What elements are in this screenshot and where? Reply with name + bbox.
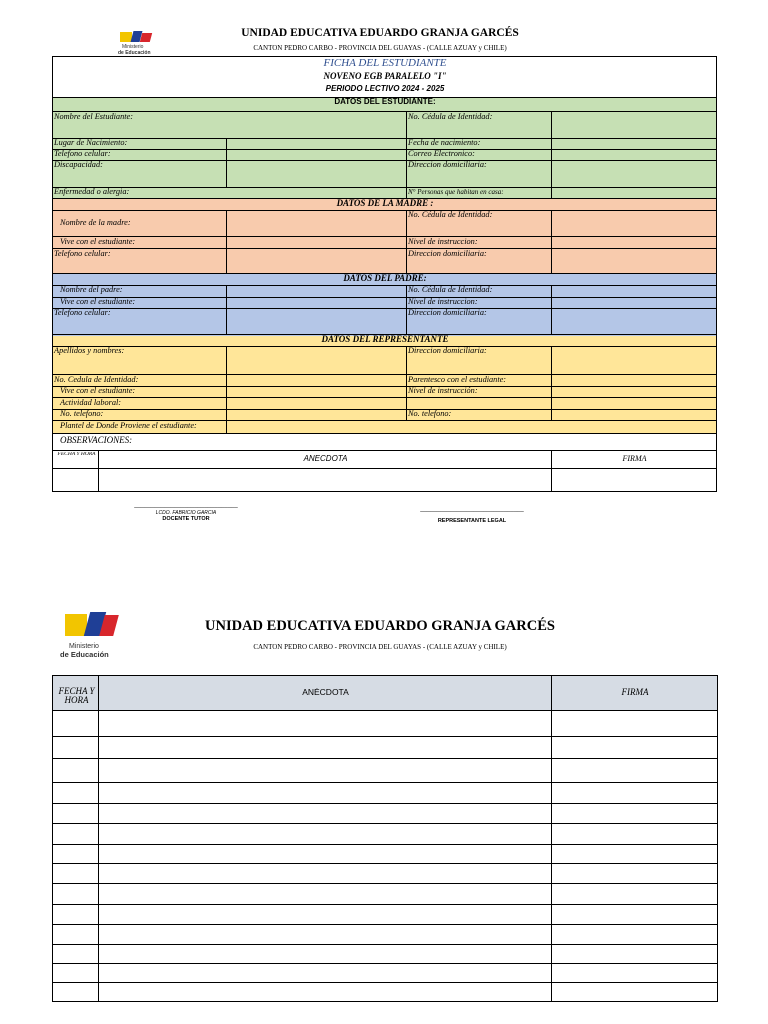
rep-school-label: Plantel de Donde Proviene el estudiante:	[60, 422, 197, 430]
father-phone-label: Telefono celular:	[54, 309, 111, 317]
mother-education-label: Nivel de instruccion:	[408, 238, 478, 246]
ministry-logo	[118, 30, 158, 58]
mother-phone-label: Telefono celular:	[54, 250, 111, 258]
father-lives-label: Vive con el estudiante:	[60, 298, 136, 306]
student-address-label: Direccion domiciliaria:	[408, 161, 487, 169]
p2-col-date-header: FECHA Y HORA	[58, 687, 95, 705]
school-address-2: CANTON PEDRO CARBO - PROVINCIA DEL GUAYAS - (CALLE AZUAY y CHILE)	[253, 643, 507, 651]
mother-id-label: No. Cédula de Identidad:	[408, 211, 493, 219]
father-header: DATOS DEL PADRE:	[343, 274, 427, 283]
ministry-line2: de Educación	[118, 50, 151, 56]
mother-address-label: Direccion domiciliaria:	[408, 250, 487, 258]
rep-education-label: Nivel de instrucción:	[408, 387, 478, 395]
form-period: PERIODO LECTIVO 2024 - 2025	[325, 85, 445, 93]
mother-header: DATOS DE LA MADRE :	[336, 199, 434, 208]
tutor-signature-line: _______________________________	[134, 502, 238, 508]
ministry2-line2: de Educación	[60, 650, 109, 659]
tutor-role: DOCENTE TUTOR	[162, 516, 210, 522]
rep-lives-label: Vive con el estudiante:	[60, 387, 136, 395]
rep-header: DATOS DEL REPRESENTANTE	[321, 335, 449, 344]
student-name-label: Nombre del Estudiante:	[54, 113, 133, 121]
col-date-header: FECHA Y HORA	[57, 452, 96, 457]
col-signature-header: FIRMA	[622, 455, 647, 463]
form-subtitle: NOVENO EGB PARALELO "I"	[323, 72, 447, 81]
rep-section-bg	[53, 336, 716, 433]
student-header: DATOS DEL ESTUDIANTE:	[334, 98, 436, 106]
school-name-2: UNIDAD EDUCATIVA EDUARDO GRANJA GARCÉS	[205, 618, 555, 634]
p2-col-signature-header: FIRMA	[621, 688, 649, 697]
father-address-label: Direccion domiciliaria:	[408, 309, 487, 317]
student-id-label: No. Cédula de Identidad:	[408, 113, 493, 121]
student-illness-label: Enfermedad o alergia:	[54, 188, 130, 196]
col-anecdote-header: ANÉCDOTA	[303, 455, 348, 463]
rep-phone2-label: No. telefono:	[408, 410, 452, 418]
student-birthplace-label: Lugar de Nacimiento:	[54, 139, 128, 147]
rep-work-label: Actividad laboral:	[60, 399, 122, 407]
father-education-label: Nivel de instruccion:	[408, 298, 478, 306]
father-id-label: No. Cédula de Identidad:	[408, 286, 493, 294]
student-form	[52, 56, 717, 492]
mother-lives-label: Vive con el estudiante:	[60, 238, 136, 246]
school-address: CANTON PEDRO CARBO - PROVINCIA DEL GUAYAS - (CALLE AZUAY y CHILE)	[253, 44, 507, 52]
p2-col-anecdote-header: ANÉCDOTA	[302, 688, 349, 697]
ministry-logo-2	[60, 612, 116, 658]
form-title: FICHA DEL ESTUDIANTE	[323, 58, 447, 69]
rep-role: REPRESENTANTE LEGAL	[437, 518, 507, 524]
rep-phone1-label: No. telefono:	[60, 410, 104, 418]
student-phone-label: Telefono celular:	[54, 150, 111, 158]
rep-id-label: No. Cedula de Identidad:	[54, 376, 139, 384]
ministry2-line1: Ministerio	[69, 643, 99, 650]
rep-signature-line: _______________________________	[420, 506, 524, 512]
rep-address-label: Direccion domiciliaria:	[408, 347, 487, 355]
student-disability-label: Discapacidad:	[54, 161, 103, 169]
tutor-name: LCDO. FABRICIO GARCIA	[155, 510, 217, 516]
student-email-label: Correo Electronico:	[408, 150, 475, 158]
father-name-label: Nombre del padre:	[60, 286, 123, 294]
mother-name-label: Nombre de la madre:	[60, 219, 131, 227]
anecdote-table	[52, 675, 718, 1002]
observations-label: OBSERVACIONES:	[60, 436, 133, 445]
student-household-label: N° Personas que habitan en casa:	[408, 189, 504, 196]
ministry-line1: Ministerio	[122, 44, 144, 50]
student-birthdate-label: Fecha de nacimiento:	[408, 139, 481, 147]
rep-relation-label: Parentesco con el estudiante:	[408, 376, 507, 384]
school-name: UNIDAD EDUCATIVA EDUARDO GRANJA GARCÉS	[241, 27, 519, 39]
rep-names-label: Apellidos y nombres:	[54, 347, 125, 355]
